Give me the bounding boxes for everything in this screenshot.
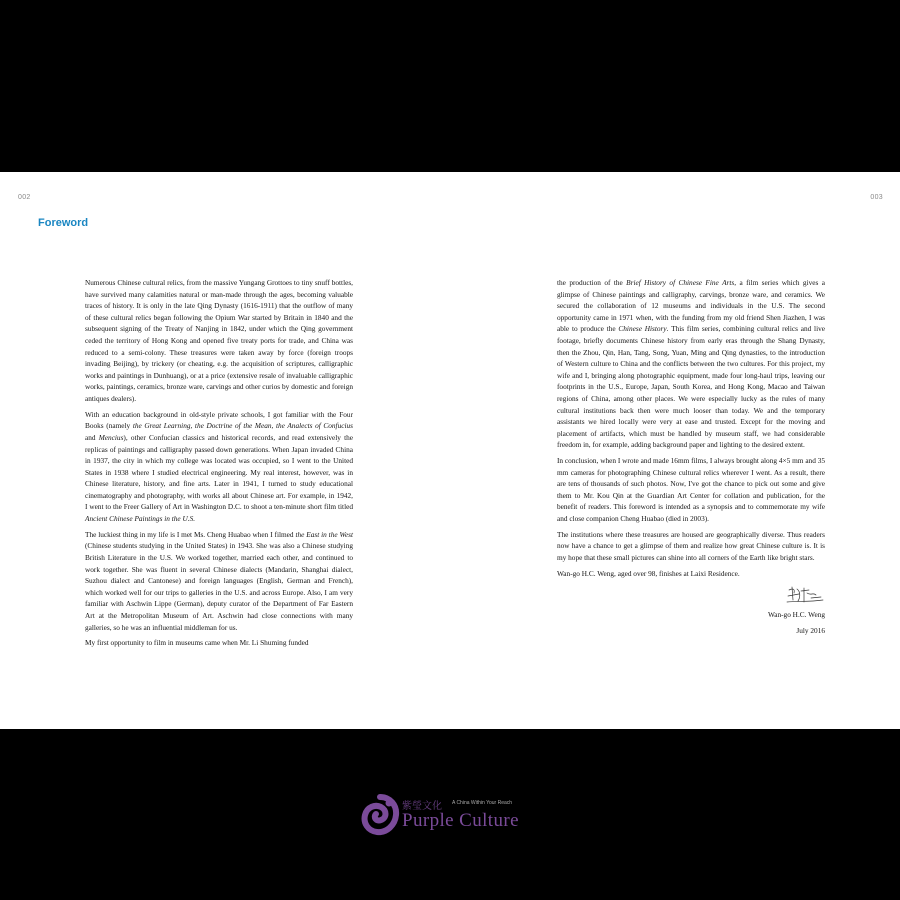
signature-block [557,584,825,637]
page-number-left: 002 [18,194,31,201]
purple-culture-watermark [360,794,560,842]
page-number-right: 003 [870,194,883,201]
paragraph [85,409,353,525]
italic-title: the East in the West [295,529,354,539]
left-text-column [85,277,353,653]
watermark-tagline: A China Within Your Reach [452,800,513,806]
book-spread [0,172,900,729]
text-run: . This film series, combining cultural relics and live footage, briefly documents Chinese history from early eras through the Shang Dynasty, then the Zhou, Qin, Han, Tang, Song, Yuan, Ming and Qing dynasties, to the introduction of Western culture to China and the conflicts between the two cultures. For this project, my wife and I, bringing along photographic equipment, made four long-haul trips, leaving our footprints in the U.S., Europe, Japan, South Korea, and Hong Kong, Macao and Taiwan regions of China, among other places. We were especially lucky as the rules of many cultural institutions back then were much looser than today. We and the temporary assistants we hired locally were very at ease and trusted. Except for the moving and placement of artifacts, which must be handled by museum staff, we had considerable freedom in, for example, adding background paper and lighting to the desired extent. [557,324,825,450]
text-run: ), other Confucian classics and historical records, and read extensively the replicas of paintings and calligraphy passed down generations. When Japan invaded China in 1937, the city in which my college was located was occupied, so I went to the United States in 1938 where I studied electrical engineering. My real interest, however, was in Chinese literature, history, and fine arts. Later in 1941, I turned to study educational cinematography and photography, with works all about Chinese art. For example, in 1942, I went to the Freer Gallery of Art in Washington D.C. to shoot a ten-minute short film titled [85,432,353,512]
text-run: The luckiest thing in my life is I met Ms. Cheng Huabao when I filmed [85,529,296,539]
purple-culture-logo-icon [360,794,400,838]
text-run: , a film series which gives a glimpse of Chinese paintings and calligraphy, carvings, bronze ware, and ceramics. We secured the collaboration of 12 museums and individuals in the U.S. The second opportunity came in 1971 when, with the funding from my old friend Shen Jiazhen, I was able to produce the [557,278,825,334]
text-run: The institutions where these treasures are housed are geographically diverse. Thus readers now have a chance to get a glimpse of them and realize how great Chinese culture is. It is my hope that these small pictures can shine into all corners of the Earth like bright stars. [557,529,825,563]
text-run: and [85,432,99,442]
text-run: Numerous Chinese cultural relics, from the massive Yungang Grottoes to tiny snuff bottles, have survived many calamities natural or man-made through the ages, becoming valuable traces of history. It is only in the late Qing Dynasty (1616-1911) that the outflow of many of these cultural relics began following the Opium War started by Britain in 1840 and the subsequent signing of the Treaty of Nanjing in 1842, under which the Qing government ceded the territory of Hong Kong and opened five treaty ports for trade, and China was reduced to a semi-colony. These treasures were taken away by force (foreign troops invading Beijing), by trickery (or cheating, e.g. the acquisition of scriptures, calligraphic works and paintings in Dunhuang), or at a price (extensive resale of invaluable calligraphic works, paintings, ceramics, bronze ware, carvings and other curios by domestic and foreign antiques dealers). [85,278,353,403]
right-text-column [557,277,825,641]
italic-title: Chinese History [618,324,667,334]
paragraph [557,529,825,564]
paragraph [85,637,353,649]
paragraph [557,568,825,580]
author-name: Wan-go H.C. Weng [767,610,825,620]
watermark-chinese-name: 紫瑩文化 [402,801,442,812]
text-run: With an education background in old-style private schools, I got familiar with the Four Books (namely [85,409,353,431]
paragraph [85,277,353,405]
italic-title: the Great Learning, the Doctrine of the Mean, the Analects of Confucius [132,421,353,431]
right-paragraphs [557,277,825,579]
text-run: (Chinese students studying in the United States) in 1943. She was also a Chinese studying British Literature in the U.S. We worked together, married each other, and continued to work together. She was fluent in several Chinese dialects (Mandarin, Shanghai dialect, Suzhou dialect and Cantonese) and foreign languages (English, German and French), which worked well for our trips to galleries in the U.S. and across Europe. Also, I am very familiar with Aschwin Lippe (German), deputy curator of the Department of Far Eastern Art at the Metropolitan Museum of Art. Aschwin had close connections with many galleries, so he was an influential middleman for us. [85,541,353,632]
signature-date: July 2016 [796,625,825,635]
paragraph [557,277,825,451]
signature-mark [785,584,825,606]
watermark-brand-name: Purple Culture [402,810,519,831]
text-run: My first opportunity to film in museums came when Mr. Li Shuming funded [85,638,309,648]
paragraph [557,455,825,525]
text-run: In conclusion, when I wrote and made 16mm films, I always brought along 4×5 mm and 35 mm cameras for photographing Chinese cultural relics wherever I went. As a result, there are tens of thousands of such photos. Now, I've got the chance to pick out some and give them to Mr. Kou Qin at the Guardian Art Center for collation and publication, for the benefit of readers. This foreword is intended as a synopsis and to commemorate my wife and close companion Cheng Huabao (died in 2003). [557,456,825,524]
italic-title: Mencius [98,432,124,442]
italic-title: Ancient Chinese Paintings in the U.S. [85,514,196,524]
paragraph [85,529,353,633]
italic-title: Brief History of Chinese Fine Arts [626,278,735,287]
text-run: the production of the [557,278,627,287]
foreword-heading: Foreword [38,217,89,229]
text-run: Wan-go H.C. Weng, aged over 98, finishes at Laixi Residence. [557,568,740,578]
